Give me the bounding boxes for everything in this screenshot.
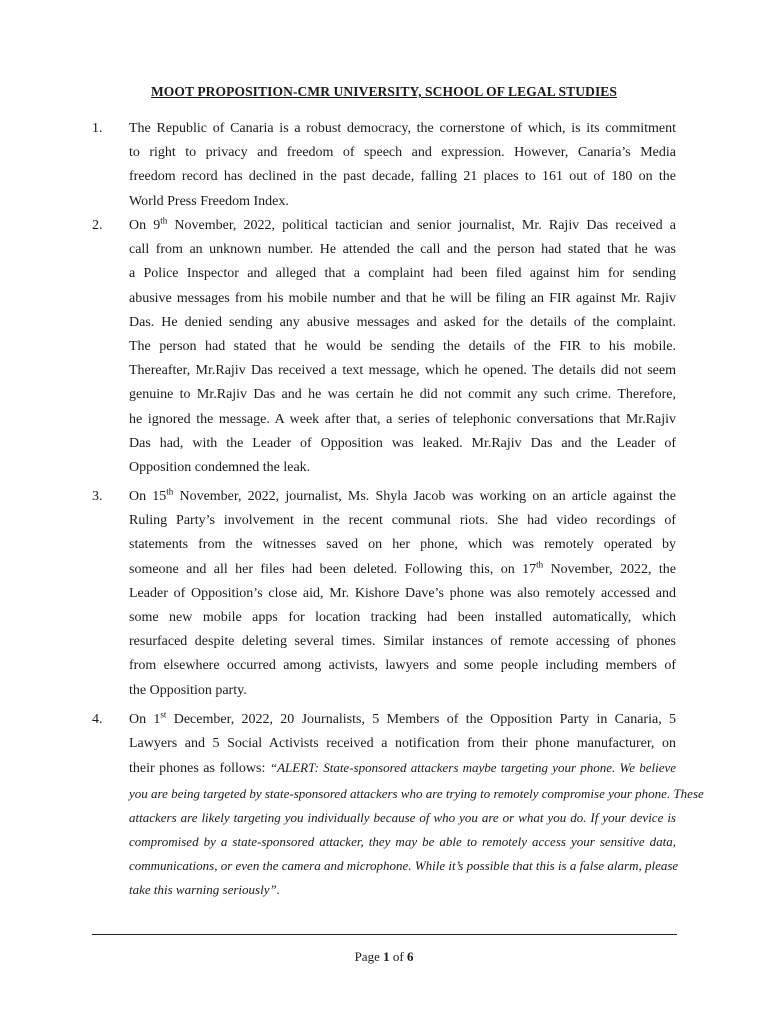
paragraph-number: 1. bbox=[92, 121, 103, 136]
paragraph-line: statements from the witnesses saved on her phone, which was remotely operated by bbox=[129, 537, 676, 553]
paragraph-line: On 1st December, 2022, 20 Journalists, 5 Members of the Opposition Party in Canaria, 5 bbox=[129, 709, 676, 727]
paragraph-line: Opposition condemned the leak. bbox=[129, 460, 311, 476]
paragraph-3 bbox=[92, 485, 676, 703]
paragraph-line: someone and all her files had been deleted. Following this, on 17th November, 2022, the bbox=[129, 558, 676, 577]
paragraph-line: he ignored the message. A week after that, a series of telephonic conversations that Mr.Rajiv bbox=[129, 411, 676, 427]
paragraph-line: a Police Inspector and alleged that a complaint had been filed against him for sending bbox=[129, 266, 676, 282]
paragraph-line: Das. He denied sending any abusive messages and asked for the details of the complaint. bbox=[129, 314, 676, 330]
paragraph-line: Ruling Party’s involvement in the recent communal riots. She had video recordings of bbox=[129, 513, 676, 529]
paragraph-2 bbox=[92, 214, 676, 480]
paragraph-line: some new mobile apps for location tracking had been installed automatically, which bbox=[129, 610, 676, 626]
paragraph-line: from elsewhere occurred among activists, lawyers and some people including members of bbox=[129, 658, 676, 674]
footer-divider bbox=[92, 934, 677, 935]
paragraph-line: the Opposition party. bbox=[129, 682, 247, 698]
alert-quote-line: attackers are likely targeting you individually because of who you are or what you do. If your device is bbox=[129, 809, 676, 825]
footer-page-word: Page bbox=[354, 949, 380, 964]
footer-total-pages: 6 bbox=[406, 949, 414, 964]
paragraph-number: 4. bbox=[92, 712, 103, 727]
footer-current-page: 1 bbox=[383, 949, 390, 964]
footer-of-word: of bbox=[392, 949, 404, 964]
document-title: MOOT PROPOSITION-CMR UNIVERSITY, SCHOOL OF LEGAL STUDIES bbox=[150, 84, 618, 99]
paragraph-line: On 15th November, 2022, journalist, Ms. Shyla Jacob was working on an article against the bbox=[129, 486, 676, 504]
paragraph-line: Lawyers and 5 Social Activists received a notification from their phone manufacturer, on bbox=[129, 736, 676, 752]
paragraph-line: genuine to Mr.Rajiv Das and he was certain he did not commit any such crime. Therefore, bbox=[129, 387, 676, 403]
paragraph-number: 2. bbox=[92, 218, 103, 233]
paragraph-line: Das had, with the Leader of Opposition was leaked. Mr.Rajiv Das and the Leader of bbox=[129, 435, 676, 451]
paragraph-1 bbox=[92, 117, 676, 214]
paragraph-line: World Press Freedom Index. bbox=[129, 193, 289, 209]
page-footer bbox=[0, 949, 768, 965]
paragraph-line: Leader of Opposition’s close aid, Mr. Kishore Dave’s phone was also remotely accessed and bbox=[129, 585, 676, 601]
paragraph-line: The person had stated that he would be sending the details of the FIR to his mobile. bbox=[129, 339, 676, 355]
paragraph-line: The Republic of Canaria is a robust democracy, the cornerstone of which, is its commitment bbox=[129, 121, 676, 136]
alert-quote-start: “ALERT: State-sponsored attackers maybe targeting your phone. We believe bbox=[269, 760, 677, 776]
paragraph-4 bbox=[92, 708, 704, 903]
paragraph-line: abusive messages from his mobile number and that he will be filing an FIR against Mr. Rajiv bbox=[129, 290, 676, 306]
paragraph-line: their phones as follows: “ALERT: State-sponsored attackers maybe targeting your phone. We believe bbox=[129, 760, 677, 777]
alert-quote-line: compromised by a state-sponsored attacker, they may be able to remotely access your sensitive data, bbox=[129, 834, 676, 850]
paragraph-line: On 9th November, 2022, political tactician and senior journalist, Mr. Rajiv Das received a bbox=[129, 215, 676, 233]
paragraph-line: call from an unknown number. He attended the call and the person had stated that he was bbox=[129, 242, 676, 258]
paragraph-number: 3. bbox=[92, 489, 103, 504]
alert-quote-line: you are being targeted by state-sponsored attackers who are trying to remotely compromise your phone. These bbox=[129, 785, 704, 801]
alert-quote-line: take this warning seriously”. bbox=[129, 882, 280, 898]
paragraph-line: to right to privacy and freedom of speech and expression. However, Canaria’s Media bbox=[129, 145, 676, 161]
paragraph-line: Thereafter, Mr.Rajiv Das received a text message, which he opened. The details did not seem bbox=[129, 363, 676, 379]
paragraph-line: freedom record has declined in the past decade, falling 21 places to 161 out of 180 on the bbox=[129, 169, 676, 185]
paragraph-line: resurfaced despite deleting several times. Similar instances of remote accessing of phones bbox=[129, 634, 676, 650]
alert-quote-line: communications, or even the camera and microphone. While it’s possible that this is a false alarm, please bbox=[129, 858, 679, 874]
